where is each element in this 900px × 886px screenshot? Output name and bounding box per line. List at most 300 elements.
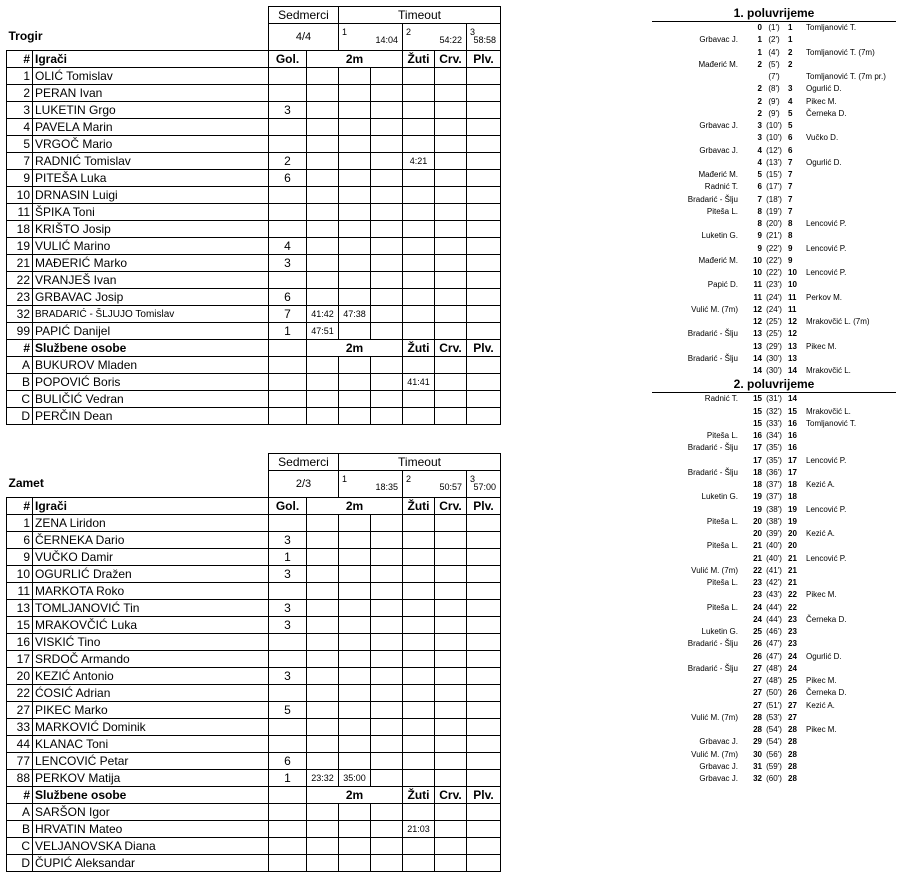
player-name: ZENA Liridon	[33, 515, 269, 532]
team-table	[6, 6, 501, 425]
score-event	[652, 157, 896, 169]
suspension-2	[339, 408, 371, 425]
yellow-card	[403, 323, 435, 340]
suspension-2	[339, 204, 371, 221]
home-score: 22	[753, 565, 762, 575]
away-score: 23	[788, 614, 797, 624]
yellow-card	[403, 855, 435, 872]
blue-card	[467, 170, 501, 187]
official-row	[7, 357, 501, 374]
blue-card	[467, 634, 501, 651]
score-event	[652, 341, 896, 353]
suspension-1	[307, 374, 339, 391]
blue-card	[467, 702, 501, 719]
suspension-3	[371, 821, 403, 838]
away-score: 28	[788, 761, 797, 771]
score-event	[652, 194, 896, 206]
player-goals: 3	[269, 255, 307, 272]
suspension-3	[371, 651, 403, 668]
player-row	[7, 702, 501, 719]
player-row	[7, 221, 501, 238]
team-sheet-zamet	[6, 453, 500, 872]
blue-card	[467, 532, 501, 549]
event-minute: (38')	[766, 516, 782, 526]
suspension-3	[371, 855, 403, 872]
player-row	[7, 323, 501, 340]
col-goals: Gol.	[269, 498, 307, 515]
red-card	[435, 357, 467, 374]
away-scorer: Mrakovčić L.	[806, 366, 851, 375]
timeout-number: 2	[406, 27, 412, 37]
home-score: 19	[753, 492, 762, 502]
blue-card	[467, 323, 501, 340]
suspension-1: 47:51	[307, 323, 339, 340]
event-minute: (4')	[768, 47, 780, 57]
header-spacer	[7, 454, 269, 471]
suspension-2	[339, 838, 371, 855]
yellow-card	[403, 306, 435, 323]
away-score: 17	[788, 455, 797, 465]
team-sheet-trogir	[6, 6, 500, 425]
player-goals: 1	[269, 549, 307, 566]
event-minute: (1')	[768, 23, 780, 32]
yellow-card	[403, 238, 435, 255]
player-number: 3	[7, 102, 33, 119]
away-score: 16	[788, 431, 797, 440]
suspension-2	[339, 651, 371, 668]
blue-card	[467, 374, 501, 391]
suspension-3	[371, 153, 403, 170]
yellow-card	[403, 515, 435, 532]
player-row	[7, 719, 501, 736]
away-score: 6	[788, 145, 793, 155]
suspension-3	[371, 187, 403, 204]
away-score: 28	[788, 737, 797, 747]
yellow-card	[403, 549, 435, 566]
red-card	[435, 668, 467, 685]
red-card	[435, 170, 467, 187]
yellow-card	[403, 255, 435, 272]
suspension-1	[307, 617, 339, 634]
home-score: 28	[753, 725, 762, 734]
away-score: 7	[788, 170, 793, 179]
blue-card	[467, 204, 501, 221]
score-event	[652, 353, 896, 365]
event-minute: (9')	[768, 96, 780, 106]
red-card	[435, 617, 467, 634]
official-empty	[269, 408, 307, 425]
official-name: ČUPIĆ Aleksandar	[33, 855, 269, 872]
home-scorer: Vulić M. (7m)	[691, 712, 738, 722]
player-row	[7, 170, 501, 187]
suspension-2	[339, 668, 371, 685]
score-event	[652, 651, 896, 663]
suspension-3	[371, 221, 403, 238]
red-card	[435, 685, 467, 702]
away-scorer: Perkov M.	[806, 292, 843, 302]
yellow-card	[403, 85, 435, 102]
home-scorer: Piteša L.	[706, 516, 738, 526]
suspension-1	[307, 85, 339, 102]
suspension-3	[371, 238, 403, 255]
official-letter: D	[7, 408, 33, 425]
away-score: 16	[788, 418, 797, 428]
suspension-2	[339, 736, 371, 753]
score-event	[652, 430, 896, 442]
away-score: 2	[788, 47, 793, 57]
player-name: KEZIĆ Antonio	[33, 668, 269, 685]
suspension-3	[371, 685, 403, 702]
event-minute: (59')	[766, 761, 782, 771]
home-score: 17	[753, 455, 762, 465]
yellow-card	[403, 736, 435, 753]
home-scorer: Piteša L.	[706, 431, 738, 440]
col-players: Igrači	[33, 498, 269, 515]
suspension-3	[371, 838, 403, 855]
player-number: 11	[7, 583, 33, 600]
away-score: 21	[788, 578, 797, 587]
score-event	[652, 267, 896, 279]
home-score: 2	[757, 84, 762, 94]
player-number: 77	[7, 753, 33, 770]
player-goals: 3	[269, 668, 307, 685]
player-row	[7, 515, 501, 532]
event-minute: (41')	[766, 565, 782, 575]
yellow-card	[403, 600, 435, 617]
red-card	[435, 532, 467, 549]
blue-card	[467, 617, 501, 634]
yellow-card	[403, 68, 435, 85]
event-minute: (25')	[766, 317, 782, 326]
official-row	[7, 804, 501, 821]
player-name: DRNASIN Luigi	[33, 187, 269, 204]
timeout-number: 3	[470, 27, 476, 37]
score-event	[652, 626, 896, 638]
suspension-2	[339, 855, 371, 872]
blue-card	[467, 855, 501, 872]
score-event	[652, 773, 896, 785]
player-name: TOMLJANOVIĆ Tin	[33, 600, 269, 617]
away-scorer: Pikec M.	[806, 341, 837, 351]
suspension-1	[307, 685, 339, 702]
home-score: 8	[757, 219, 762, 228]
yellow-card	[403, 838, 435, 855]
player-goals	[269, 136, 307, 153]
player-goals: 6	[269, 170, 307, 187]
player-number: 10	[7, 566, 33, 583]
event-minute: (17')	[766, 182, 782, 192]
timeout-number: 2	[406, 474, 412, 484]
player-number: 11	[7, 204, 33, 221]
official-empty	[269, 374, 307, 391]
away-score: 24	[788, 663, 797, 673]
player-row	[7, 85, 501, 102]
player-row	[7, 272, 501, 289]
suspension-3	[371, 323, 403, 340]
player-name: KLANAC Toni	[33, 736, 269, 753]
event-minute: (22')	[766, 268, 782, 277]
score-event	[652, 108, 896, 120]
home-score: 16	[753, 431, 762, 440]
official-empty	[269, 357, 307, 374]
score-event	[652, 71, 896, 83]
away-scorer: Lencović P.	[806, 219, 847, 228]
away-score: 7	[788, 194, 793, 204]
timeout-number: 1	[342, 474, 348, 484]
home-scorer: Bradarić - Šlju	[687, 443, 738, 453]
blue-card	[467, 838, 501, 855]
player-goals: 6	[269, 289, 307, 306]
player-row	[7, 119, 501, 136]
home-score: 29	[753, 737, 762, 747]
col-yellow: Žuti	[403, 498, 435, 515]
suspension-2	[339, 153, 371, 170]
event-minute: (30')	[766, 353, 782, 363]
suspension-3	[371, 391, 403, 408]
suspension-2	[339, 753, 371, 770]
player-name: VRGOČ Mario	[33, 136, 269, 153]
score-event	[652, 243, 896, 255]
col-empty	[269, 340, 307, 357]
suspension-1	[307, 119, 339, 136]
away-scorer: Kezić A.	[806, 700, 835, 710]
score-event	[652, 230, 896, 242]
home-score: 10	[753, 268, 762, 277]
player-goals: 3	[269, 617, 307, 634]
home-scorer: Grbavac J.	[699, 35, 738, 45]
yellow-card	[403, 651, 435, 668]
player-number: 17	[7, 651, 33, 668]
home-scorer: Bradarić - Šlju	[687, 467, 738, 477]
away-score: 9	[788, 243, 793, 253]
home-score: 2	[757, 108, 762, 118]
home-score: 3	[757, 121, 762, 130]
red-card	[435, 566, 467, 583]
player-number: 22	[7, 272, 33, 289]
suspension-2	[339, 634, 371, 651]
score-event	[652, 687, 896, 699]
event-minute: (24')	[766, 292, 782, 302]
yellow-card: 41:41	[403, 374, 435, 391]
event-minute: (47')	[766, 639, 782, 649]
player-name: OGURLIĆ Dražen	[33, 566, 269, 583]
away-score: 3	[788, 84, 793, 94]
away-score: 5	[788, 108, 793, 118]
event-minute: (18')	[766, 194, 782, 204]
home-score: 5	[757, 170, 762, 179]
blue-card	[467, 651, 501, 668]
event-minute: (5')	[768, 59, 780, 69]
suspension-3	[371, 770, 403, 787]
home-score: 1	[757, 47, 762, 57]
away-scorer: Lencović P.	[806, 243, 847, 253]
score-event	[652, 602, 896, 614]
away-scorer: Mrakovčić L.	[806, 406, 851, 416]
player-name: PAPIĆ Danijel	[33, 323, 269, 340]
away-score: 28	[788, 774, 797, 783]
event-minute: (24')	[766, 304, 782, 314]
event-minute: (54')	[766, 725, 782, 734]
blue-card	[467, 821, 501, 838]
blue-card	[467, 119, 501, 136]
event-minute: (38')	[766, 504, 782, 514]
sedmerci-label: Sedmerci	[269, 7, 339, 24]
player-number: 5	[7, 136, 33, 153]
event-minute: (20')	[766, 219, 782, 228]
yellow-card	[403, 170, 435, 187]
away-scorer: Lencović P.	[806, 504, 847, 514]
away-score: 7	[788, 157, 793, 167]
away-score: 14	[788, 366, 797, 375]
player-goals: 1	[269, 770, 307, 787]
official-row	[7, 391, 501, 408]
official-name: POPOVIĆ Boris	[33, 374, 269, 391]
player-row	[7, 736, 501, 753]
red-card	[435, 736, 467, 753]
official-empty	[269, 838, 307, 855]
col-blue: Plv.	[467, 498, 501, 515]
suspension-1	[307, 532, 339, 549]
blue-card	[467, 566, 501, 583]
away-score: 9	[788, 255, 793, 265]
event-minute: (13')	[766, 157, 782, 167]
player-name: PERKOV Matija	[33, 770, 269, 787]
timeout-box	[339, 471, 403, 498]
player-number: 19	[7, 238, 33, 255]
official-letter: B	[7, 821, 33, 838]
home-score: 9	[757, 231, 762, 241]
score-event	[652, 206, 896, 218]
away-score: 11	[788, 304, 797, 314]
blue-card	[467, 736, 501, 753]
red-card	[435, 306, 467, 323]
away-score: 8	[788, 219, 793, 228]
suspension-2	[339, 119, 371, 136]
col-players: Igrači	[33, 51, 269, 68]
home-score: 18	[753, 467, 762, 477]
away-score: 20	[788, 541, 797, 551]
player-goals: 2	[269, 153, 307, 170]
score-event	[652, 328, 896, 340]
player-name: VRANJEŠ Ivan	[33, 272, 269, 289]
col-2min: 2m	[307, 340, 403, 357]
player-number: 10	[7, 187, 33, 204]
half-2-events	[652, 393, 896, 785]
official-name: SARŠON Igor	[33, 804, 269, 821]
home-scorer: Bradarić - Šlju	[687, 353, 738, 363]
blue-card	[467, 85, 501, 102]
away-score: 13	[788, 353, 797, 363]
col-officials: Službene osobe	[33, 787, 269, 804]
event-minute: (43')	[766, 590, 782, 600]
player-name: SRDOČ Armando	[33, 651, 269, 668]
suspension-3	[371, 204, 403, 221]
player-row	[7, 68, 501, 85]
score-event	[652, 724, 896, 736]
home-score: 9	[757, 243, 762, 253]
player-row	[7, 566, 501, 583]
player-number: 16	[7, 634, 33, 651]
yellow-card	[403, 685, 435, 702]
home-score: 31	[753, 761, 762, 771]
blue-card	[467, 753, 501, 770]
suspension-2	[339, 85, 371, 102]
suspension-3	[371, 272, 403, 289]
home-scorer: Mađerić M.	[698, 255, 738, 265]
player-number: 27	[7, 702, 33, 719]
blue-card	[467, 68, 501, 85]
red-card	[435, 289, 467, 306]
score-event	[652, 614, 896, 626]
blue-card	[467, 357, 501, 374]
player-name: MAĐERIĆ Marko	[33, 255, 269, 272]
away-score: 13	[788, 341, 797, 351]
player-number: 9	[7, 170, 33, 187]
blue-card	[467, 549, 501, 566]
player-name: ČERNEKA Dario	[33, 532, 269, 549]
away-scorer: Pikec M.	[806, 676, 837, 685]
yellow-card	[403, 617, 435, 634]
away-score: 2	[788, 59, 793, 69]
player-row	[7, 238, 501, 255]
blue-card	[467, 515, 501, 532]
timeout-box	[403, 471, 467, 498]
player-name: VULIĆ Marino	[33, 238, 269, 255]
red-card	[435, 770, 467, 787]
red-card	[435, 515, 467, 532]
home-scorer: Grbavac J.	[699, 774, 738, 783]
score-event	[652, 316, 896, 328]
event-minute: (36')	[766, 467, 782, 477]
home-score: 3	[757, 133, 762, 143]
home-scorer: Mađerić M.	[698, 59, 738, 69]
suspension-2	[339, 515, 371, 532]
home-scorer: Luketin G.	[701, 231, 738, 241]
player-goals	[269, 119, 307, 136]
yellow-card	[403, 753, 435, 770]
away-score: 7	[788, 206, 793, 216]
home-score: 7	[757, 194, 762, 204]
away-scorer: Kezić A.	[806, 529, 835, 538]
player-goals: 5	[269, 702, 307, 719]
player-name: VISKIĆ Tino	[33, 634, 269, 651]
suspension-3	[371, 68, 403, 85]
score-event	[652, 181, 896, 193]
player-goals: 1	[269, 323, 307, 340]
player-goals	[269, 85, 307, 102]
suspension-3	[371, 357, 403, 374]
red-card	[435, 187, 467, 204]
col-2min: 2m	[307, 51, 403, 68]
event-minute: (42')	[766, 578, 782, 587]
team-name: Trogir	[8, 29, 43, 44]
score-event	[652, 442, 896, 454]
yellow-card	[403, 566, 435, 583]
timeout-box	[403, 24, 467, 51]
away-scorer: Černeka D.	[806, 614, 847, 624]
score-event	[652, 479, 896, 491]
official-letter: A	[7, 804, 33, 821]
player-row	[7, 651, 501, 668]
event-minute: (54')	[766, 737, 782, 747]
col-blue: Plv.	[467, 787, 501, 804]
event-minute: (56')	[766, 749, 782, 759]
suspension-3	[371, 702, 403, 719]
away-score: 20	[788, 529, 797, 538]
player-row	[7, 685, 501, 702]
player-name: BRADARIĆ - ŠLJUJO Tomislav	[33, 306, 269, 323]
yellow-card	[403, 136, 435, 153]
